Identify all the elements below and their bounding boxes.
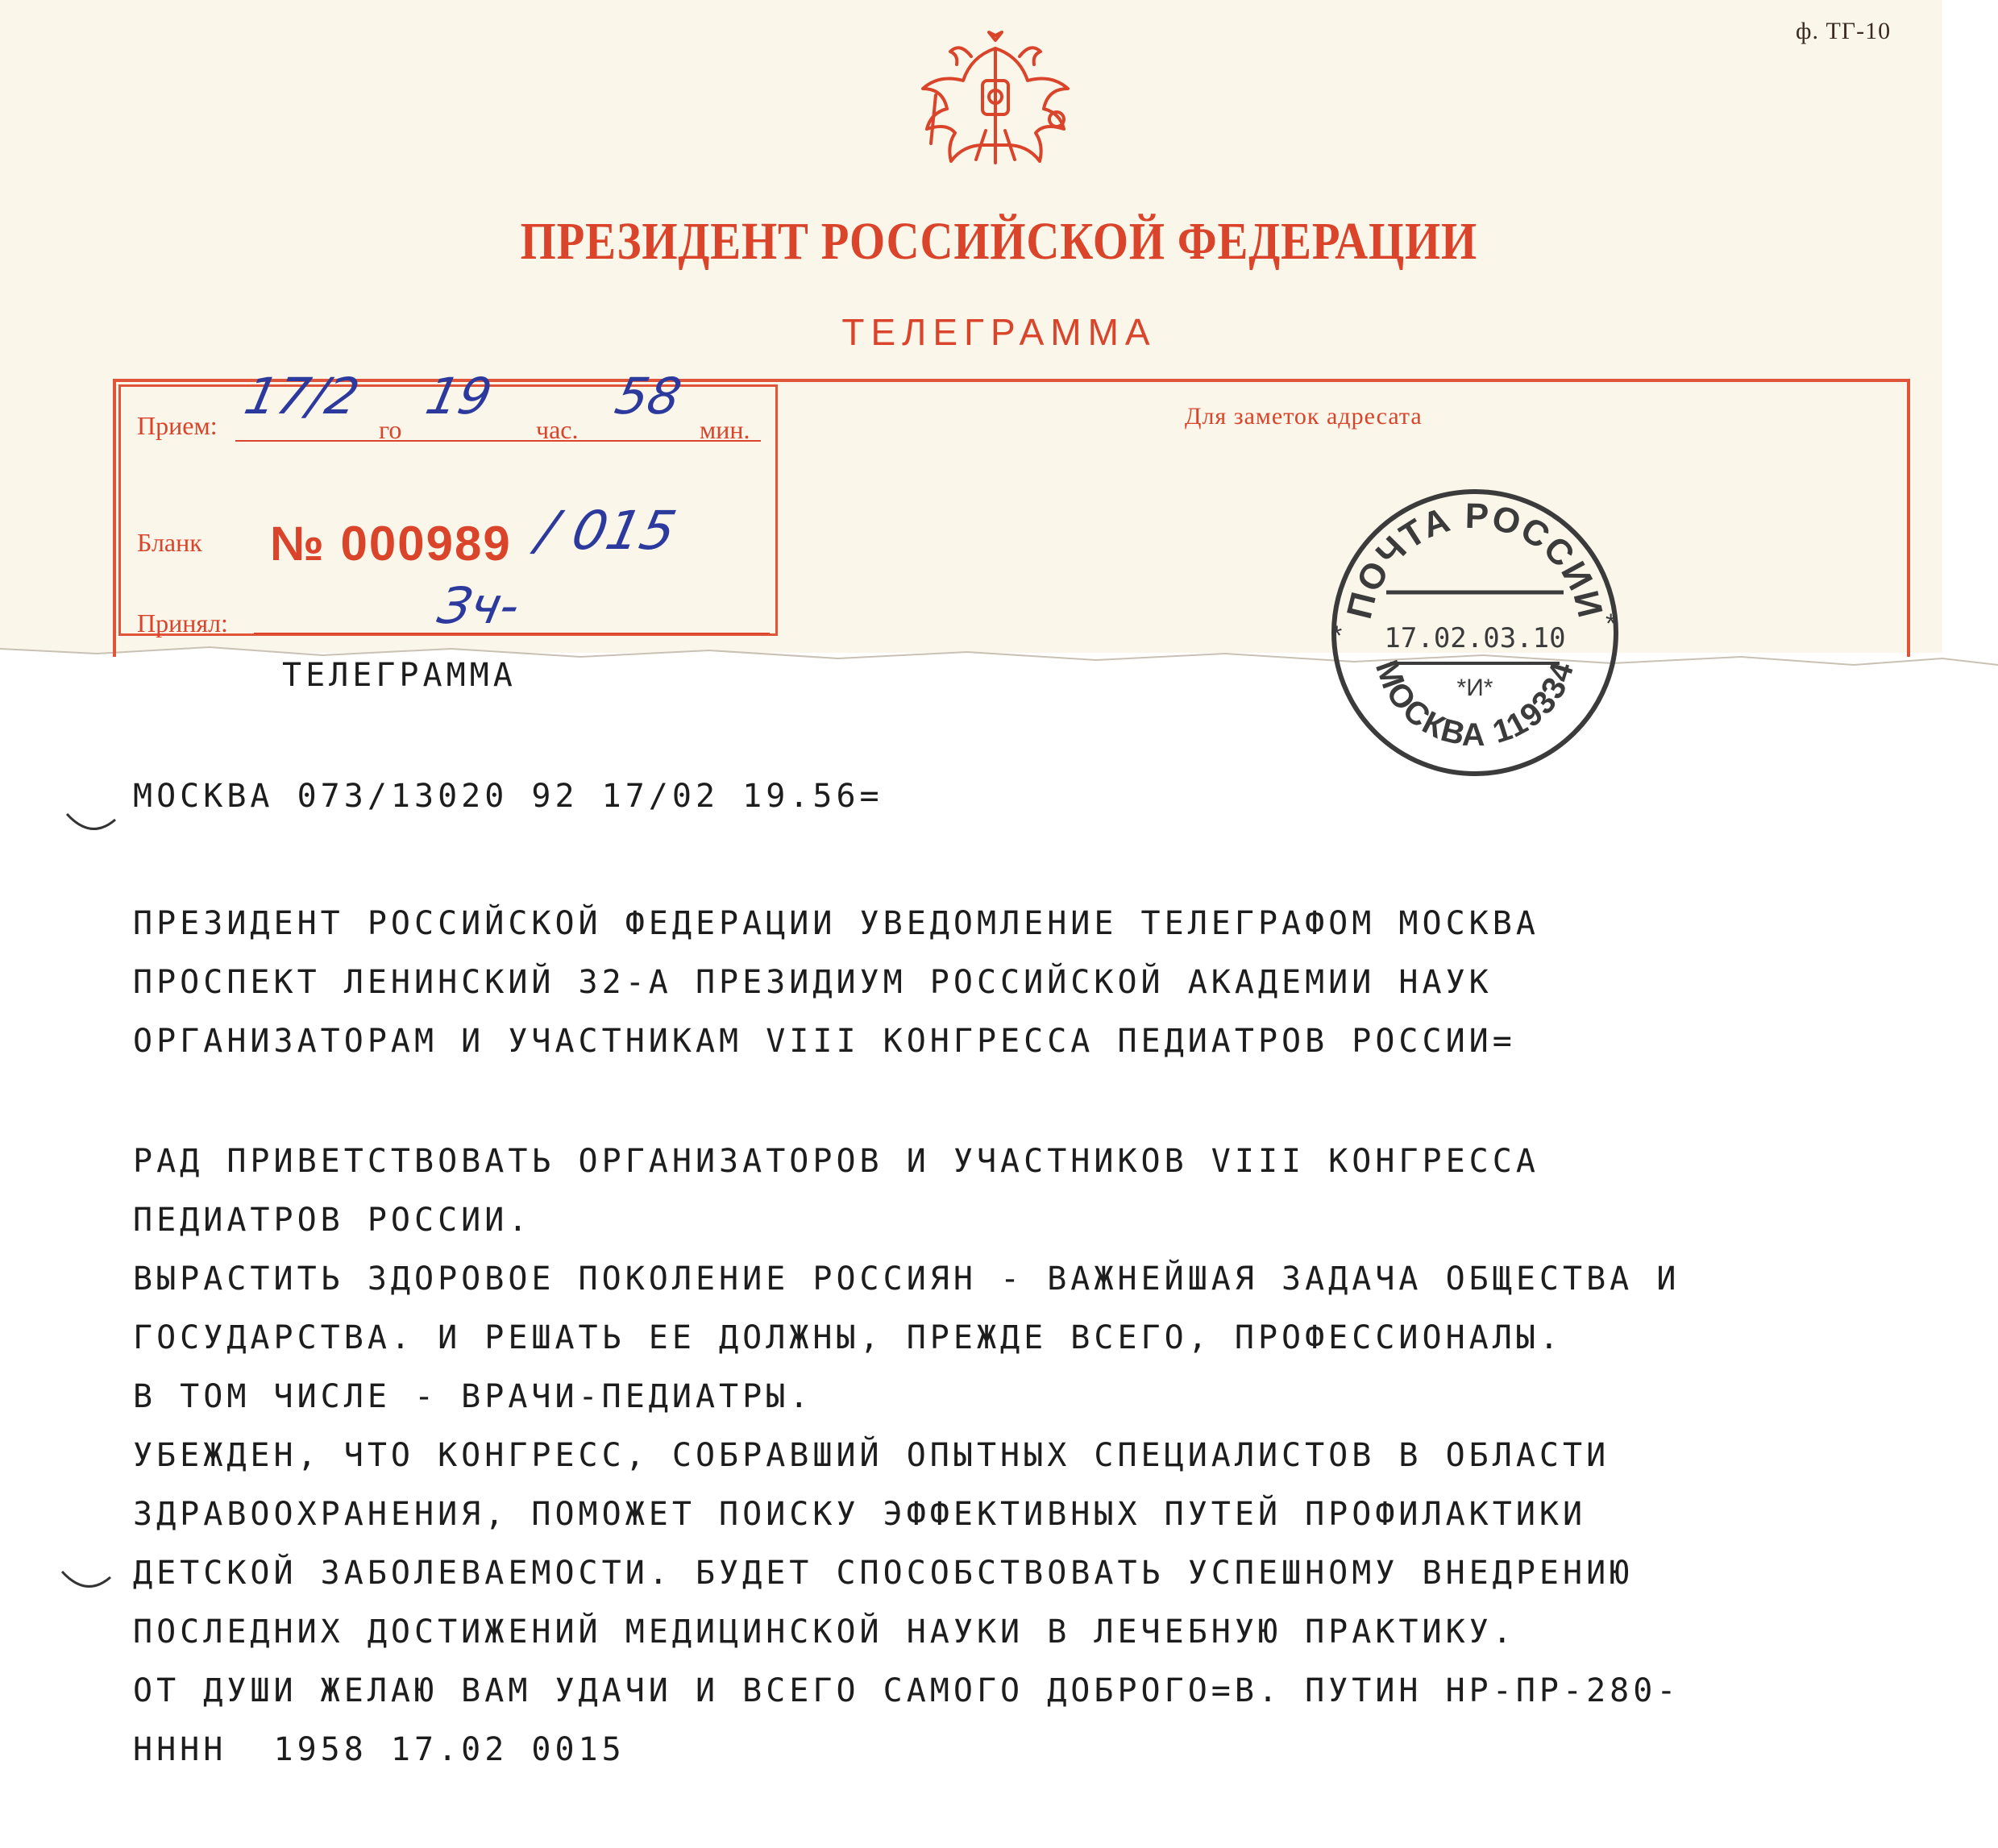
telegram-type-label: ТЕЛЕГРАММА — [282, 657, 517, 694]
receipt-date-handwritten: 17/2 — [239, 367, 364, 426]
addressee-notes-label: Для заметок адресата — [1185, 403, 1423, 430]
telegram-address-block — [133, 895, 1946, 1071]
stamp-right-star-icon: * — [1605, 608, 1617, 639]
receipt-minute-label: мин. — [700, 415, 750, 444]
punch-hole-mark — [58, 1568, 114, 1600]
receipt-day-suffix: го — [379, 415, 402, 444]
stamp-date: 17.02.03.10 — [1384, 622, 1566, 654]
body-line: РАД ПРИВЕТСТВОВАТЬ ОРГАНИЗАТОРОВ И УЧАСТНИКОВ VIII КОНГРЕССА — [133, 1143, 1539, 1180]
double-headed-eagle-emblem-icon — [915, 24, 1076, 169]
body-line: УБЕЖДЕН, ЧТО КОНГРЕСС, СОБРАВШИЙ ОПЫТНЫХ СПЕЦИАЛИСТОВ В ОБЛАСТИ — [133, 1437, 1610, 1474]
address-line: ОРГАНИЗАТОРАМ И УЧАСТНИКАМ VIII КОНГРЕССА ПЕДИАТРОВ РОССИИ= — [133, 1023, 1516, 1060]
blank-number-handwritten-suffix: / 015 — [531, 500, 682, 562]
accepted-signature-handwritten: Зч- — [433, 576, 525, 635]
body-line: ПЕДИАТРОВ РОССИИ. — [133, 1202, 532, 1239]
body-line: В ТОМ ЧИСЛЕ - ВРАЧИ-ПЕДИАТРЫ. — [133, 1378, 813, 1415]
form-code: ф. ТГ-10 — [1796, 18, 1892, 44]
body-line: ВЫРАСТИТЬ ЗДОРОВОЕ ПОКОЛЕНИЕ РОССИЯН - ВАЖНЕЙШАЯ ЗАДАЧА ОБЩЕСТВА И — [133, 1260, 1680, 1298]
body-line: ГОСУДАРСТВА. И РЕШАТЬ ЕЕ ДОЛЖНЫ, ПРЕЖДЕ ВСЕГО, ПРОФЕССИОНАЛЫ. — [133, 1319, 1564, 1356]
stamp-left-star-icon: * — [1331, 621, 1343, 651]
accepted-label: Принял: — [137, 608, 228, 637]
address-line: ПРЕЗИДЕНТ РОССИЙСКОЙ ФЕДЕРАЦИИ УВЕДОМЛЕНИЕ ТЕЛЕГРАФОМ МОСКВА — [133, 905, 1539, 942]
receipt-underline — [235, 440, 761, 442]
document-title: ТЕЛЕГРАММА — [841, 311, 1157, 353]
blank-label: Бланк — [137, 528, 202, 557]
receipt-hour-handwritten: 19 — [421, 367, 497, 426]
receipt-label: Прием: — [137, 411, 218, 440]
stamp-code: *И* — [1456, 675, 1493, 701]
postal-stamp — [1314, 471, 1636, 794]
body-line: НННН 1958 17.02 0015 — [133, 1731, 625, 1768]
blank-number: № 000989 — [270, 517, 512, 571]
address-line: ПРОСПЕКТ ЛЕНИНСКИЙ 32-А ПРЕЗИДИУМ РОССИЙСКОЙ АКАДЕМИИ НАУК — [133, 964, 1493, 1001]
body-line: ОТ ДУШИ ЖЕЛАЮ ВАМ УДАЧИ И ВСЕГО САМОГО ДОБРОГО=В. ПУТИН НР-ПР-280- — [133, 1672, 1680, 1709]
stamp-bottom-text: МОСКВА 119334 — [1368, 655, 1581, 754]
receipt-hour-label: час. — [536, 415, 579, 444]
body-line: ДЕТСКОЙ ЗАБОЛЕВАЕМОСТИ. БУДЕТ СПОСОБСТВОВАТЬ УСПЕШНОМУ ВНЕДРЕНИЮ — [133, 1555, 1634, 1592]
body-line: ПОСЛЕДНИХ ДОСТИЖЕНИЙ МЕДИЦИНСКОЙ НАУКИ В ЛЕЧЕБНУЮ ПРАКТИКУ. — [133, 1613, 1516, 1651]
body-line: ЗДРАВООХРАНЕНИЯ, ПОМОЖЕТ ПОИСКУ ЭФФЕКТИВНЫХ ПУТЕЙ ПРОФИЛАКТИКИ — [133, 1496, 1587, 1533]
stamp-top-text: ПОЧТА РОССИИ — [1339, 496, 1611, 623]
punch-hole-mark — [63, 810, 119, 842]
receipt-minute-handwritten: 58 — [610, 367, 687, 426]
svg-text:МОСКВА 119334 — [1369, 656, 1581, 753]
telegram-header-line: МОСКВА 073/13020 92 17/02 19.56= — [133, 778, 883, 815]
telegram-body-block — [133, 1132, 1946, 1779]
organization-title: ПРЕЗИДЕНТ РОССИЙСКОЙ ФЕДЕРАЦИИ — [520, 212, 1478, 271]
svg-text:ПОЧТА РОССИИ — [1340, 496, 1610, 623]
